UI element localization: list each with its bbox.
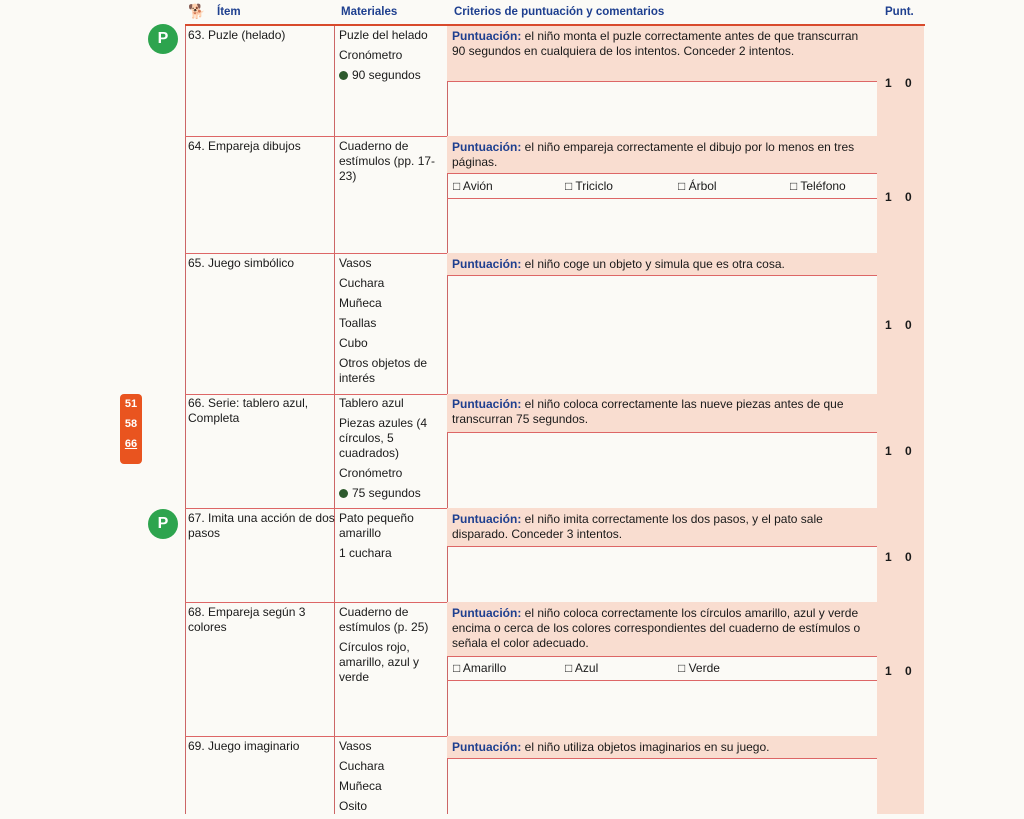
score-options[interactable]: 1 0	[885, 664, 912, 678]
table-row	[185, 602, 924, 737]
item-label: 64. Empareja dibujos	[188, 139, 301, 153]
criteria: Puntuación: el niño imita correctamente los dos pasos, y el pato sale disparado. Conceder 3 intentos.	[452, 512, 823, 541]
item-label: 66. Serie: tablero azul, Completa	[188, 396, 309, 425]
p-icon: P	[148, 24, 178, 54]
item-label: 68. Empareja según 3 colores	[188, 605, 306, 634]
criteria: Puntuación: el niño monta el puzle correctamente antes de que transcurran 90 segundos en cualquiera de los intentos. Conceder 2 intentos.	[452, 29, 859, 58]
page-ref: 58	[124, 418, 138, 430]
header-materials: Materiales	[341, 6, 398, 18]
table-header	[0, 2, 1024, 24]
criteria: Puntuación: el niño coge un objeto y simula que es otra cosa.	[452, 257, 785, 271]
item-label: 69. Juego imaginario	[188, 739, 300, 753]
checkbox-amarillo[interactable]: □ Amarillo	[453, 661, 507, 675]
table-row	[185, 736, 924, 814]
score-options[interactable]: 1 0	[885, 550, 912, 564]
header-criteria: Criterios de puntuación y comentarios	[454, 6, 665, 18]
header-score: Punt.	[885, 6, 914, 18]
table-row	[185, 394, 924, 509]
table-row	[185, 508, 924, 603]
criteria: Puntuación: el niño coloca correctamente las nueve piezas antes de que transcurran 75 segundos.	[452, 397, 844, 426]
checkbox-avion[interactable]: □ Avión	[453, 179, 493, 193]
materials: Cuaderno de estímulos (p. 25) Círculos rojo, amarillo, azul y verde	[339, 605, 429, 684]
checkbox-azul[interactable]: □ Azul	[565, 661, 599, 675]
scoring-table	[185, 26, 924, 814]
checkbox-verde[interactable]: □ Verde	[678, 661, 720, 675]
dog-icon: 🐕	[188, 3, 206, 19]
materials: Tablero azul Piezas azules (4 círculos, 5 cuadrados) Cronómetro 75 segundos	[339, 396, 428, 500]
materials: Cuaderno de estímulos (pp. 17-23)	[339, 139, 436, 183]
p2-icon: P	[148, 509, 178, 539]
timer-icon	[339, 489, 348, 498]
page-ref: 51	[124, 398, 138, 410]
page-reference-box	[120, 394, 142, 464]
checkbox-telefono[interactable]: □ Teléfono	[790, 179, 846, 193]
checkbox-arbol[interactable]: □ Árbol	[678, 179, 717, 193]
criteria: Puntuación: el niño utiliza objetos imaginarios en su juego.	[452, 740, 770, 754]
materials: Vasos Cuchara Muñeca Osito	[339, 739, 385, 813]
page-ref: 66	[124, 438, 138, 450]
score-options[interactable]: 1 0	[885, 190, 912, 204]
timer-icon	[339, 71, 348, 80]
item-label: 63. Puzle (helado)	[188, 28, 286, 42]
header-item: Ítem	[217, 6, 241, 18]
table-row	[185, 26, 924, 137]
item-label: 65. Juego simbólico	[188, 256, 295, 270]
criteria: Puntuación: el niño coloca correctamente los círculos amarillo, azul y verde encima o cerca de los colores correspondientes del cuaderno de estímulos o señala el color adecuado.	[452, 606, 861, 650]
materials: Pato pequeño amarillo 1 cuchara	[339, 511, 414, 560]
item-label: 67. Imita una acción de dos pasos	[188, 511, 335, 540]
table-row	[185, 253, 924, 395]
score-options[interactable]: 1 0	[885, 76, 912, 90]
checkbox-triciclo[interactable]: □ Triciclo	[565, 179, 613, 193]
table-row	[185, 136, 924, 254]
score-options[interactable]: 1 0	[885, 444, 912, 458]
criteria: Puntuación: el niño empareja correctamente el dibujo por lo menos en tres páginas.	[452, 140, 855, 169]
score-options[interactable]: 1 0	[885, 318, 912, 332]
materials: Vasos Cuchara Muñeca Toallas Cubo Otros objetos de interés	[339, 256, 428, 385]
materials: Puzle del helado Cronómetro 90 segundos	[339, 28, 428, 82]
